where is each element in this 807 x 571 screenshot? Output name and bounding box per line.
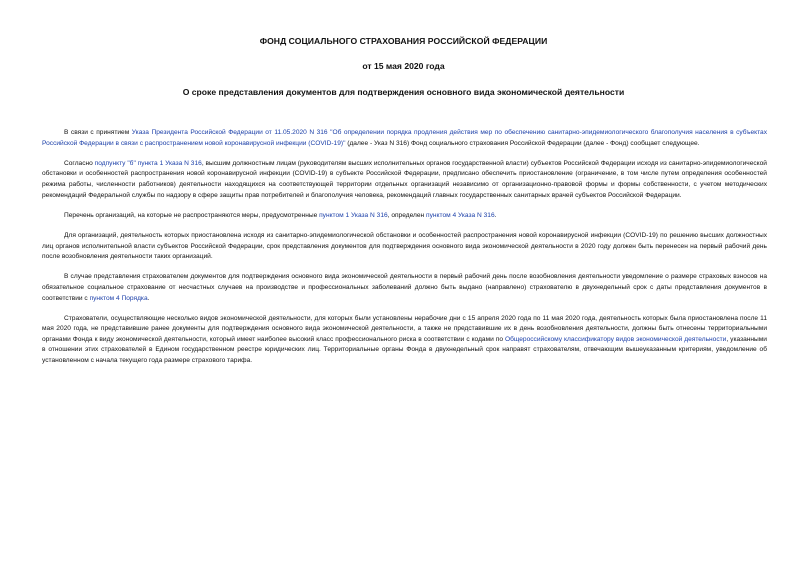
paragraph-2 <box>42 159 767 201</box>
p3-text-3: . <box>494 211 497 219</box>
p3-text-2: , определен <box>387 211 427 219</box>
link-okved-classifier[interactable]: Общероссийскому классификатору видов экономической деятельности <box>505 335 727 343</box>
p5-text-1: В случае представления страхователем документов для подтверждения основного вида экономической деятельности в первый рабочий день после возобновления деятельности уведомление о размере страховых взносов на обязательное социальное страхование от несчастных случаев на производстве и профессиональных заболеваний должно быть выдано (направлено) страхователю в двухнедельный срок с даты представления документов в соответствии с <box>42 273 767 302</box>
p1-text-2: (далее - Указ N 316) Фонд социального страхования Российской Федерации (далее - Фонд) сообщает следующее. <box>345 139 700 147</box>
link-subpoint-b[interactable]: подпункту "б" пункта 1 Указа N 316 <box>94 159 202 167</box>
p6-text-2: , указанными в отношении этих страхователей в Едином государственном реестре юридических лиц. Территориальные органы Фонда в двухнедельный срок направят страхователям, отвечающим вышеуказанным критериям, уведомление об установленном с начала текущего года размере страхового тарифа. <box>42 335 767 365</box>
link-decree-316[interactable]: Указа Президента Российской Федерации от 11.05.2020 N 316 "Об определении порядка продления действия мер по обеспечению санитарно-эпидемиологического благополучия населения в субъектах Российской Федерации в связи с распространением новой коронавирусной инфекции (COVID-19)" <box>42 129 767 147</box>
paragraph-4 <box>42 231 767 263</box>
p2-text-2: , высшим должностным лицам (руководителям высших исполнительных органов государственной власти) субъектов Российской Федерации исходя из санитарно-эпидемиологической обстановки и особенностей распространения новой коронавирусной инфекции (COVID-19) в субъекте Российской Федерации, предписано обеспечить приостановление (ограничение, в том числе путем определения особенностей режима работы, численности работников) деятельности находящихся на соответствующей территории отдельных организаций независимо от организационно-правовой формы и формы собственности, с учетом методических рекомендаций Федеральной службы по надзору в сфере защиты прав потребителей и благополучия человека, рекомендаций главных государственных санитарных врачей субъектов Российской Федерации. <box>42 159 767 199</box>
paragraph-5 <box>42 272 767 304</box>
link-point-4[interactable]: пунктом 4 Указа N 316 <box>426 211 495 219</box>
organization-heading: ФОНД СОЦИАЛЬНОГО СТРАХОВАНИЯ РОССИЙСКОЙ ФЕДЕРАЦИИ <box>259 36 548 46</box>
p6-text-1: Страхователи, осуществляющие несколько видов экономической деятельности, для которых были установлены нерабочие дни с 15 апреля 2020 года по 11 мая 2020 года, деятельность которых была приостановлена после 11 мая 2020 года, не представившие ранее документы для подтверждения основного вида экономической деятельности, а также не представившие их в день возобновления деятельности, должны быть отнесены территориальными органами Фонда к виду экономической деятельности, который имеет наиболее высокий класс профессионального риска в соответствии с кодами по <box>42 314 767 343</box>
p5-text-2: . <box>147 294 150 302</box>
document-body <box>42 128 767 376</box>
link-point-1[interactable]: пунктом 1 Указа N 316 <box>319 211 388 219</box>
document-title: О сроке представления документов для подтверждения основного вида экономической деятельности <box>182 87 625 97</box>
p3-text-1: Перечень организаций, на которые не распространяются меры, предусмотренные <box>64 211 320 219</box>
p2-text-1: Согласно <box>64 159 95 167</box>
paragraph-1 <box>42 128 767 149</box>
link-procedure-point-4[interactable]: пунктом 4 Порядка <box>89 294 148 302</box>
document-date: от 15 мая 2020 года <box>362 61 445 71</box>
p4-text-1: Для организаций, деятельность которых приостановлена исходя из санитарно-эпидемиологической обстановки и особенностей распространения новой коронавирусной инфекции (COVID-19) по решению высших должностных лиц органов исполнительной власти субъектов Российской Федерации, срок представления документов для подтверждения основного вида экономической деятельности в 2020 году должен быть перенесен на первый рабочий день после возобновления деятельности таких организаций. <box>42 231 767 261</box>
paragraph-3 <box>42 211 767 222</box>
paragraph-6 <box>42 314 767 367</box>
p1-text-1: В связи с принятием <box>64 129 132 136</box>
